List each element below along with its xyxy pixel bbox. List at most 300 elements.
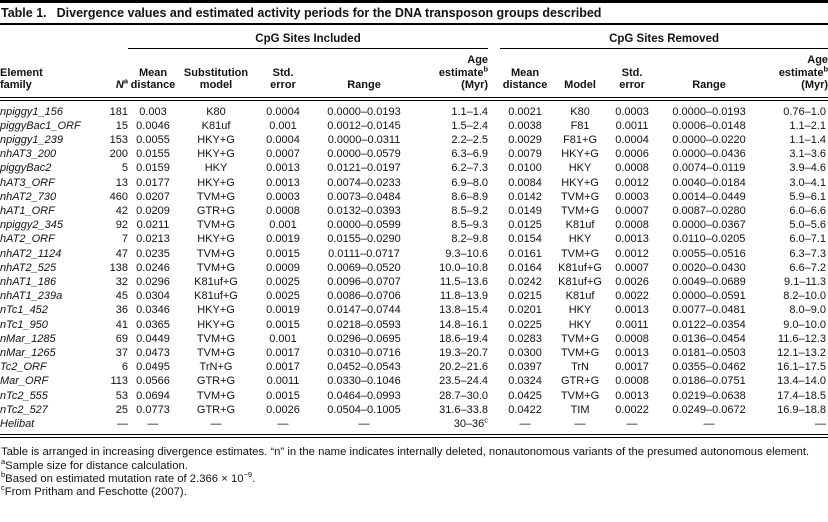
col-header-age-estimate-included: Age estimate$^b$ (Myr) xyxy=(416,49,488,99)
cell-n: 13 xyxy=(115,176,128,189)
cell-model-included: K81uf+G xyxy=(194,275,238,288)
cell-gap xyxy=(488,190,500,204)
cell-std-error-included: 0.0003 xyxy=(266,190,300,203)
cell-age-estimate-included: 11.8–13.9 xyxy=(439,290,489,303)
cell-element-family: nTc2_555 xyxy=(0,389,48,402)
cell-range-removed: 0.0087–0.0280 xyxy=(672,204,746,217)
cell-n: 32 xyxy=(115,275,128,288)
cell-gap xyxy=(488,318,500,332)
cell-model-removed: TVM+G xyxy=(560,346,600,359)
cell-range-included: 0.0096–0.0707 xyxy=(327,275,401,288)
cell-element-family: piggyBac2 xyxy=(0,162,52,175)
cell-mean-distance-included: 0.0246 xyxy=(136,261,170,274)
data-table xyxy=(0,25,828,438)
cell-model-included: TrN+G xyxy=(199,361,233,374)
cell-range-included: 0.0000–0.0311 xyxy=(327,133,401,146)
cell-model-removed: TVM+G xyxy=(560,204,600,217)
cell-mean-distance-removed: 0.0154 xyxy=(508,233,542,246)
cell-std-error-included: 0.0013 xyxy=(266,162,300,175)
col-header-gap xyxy=(488,49,500,99)
table-row xyxy=(0,389,828,403)
cell-model-included: — xyxy=(178,417,254,436)
cell-std-error-removed: 0.0008 xyxy=(615,162,649,175)
cell-mean-distance-included: 0.0177 xyxy=(136,176,170,189)
cell-range-removed: 0.0014–0.0449 xyxy=(672,190,746,203)
cell-mean-distance-removed: 0.0300 xyxy=(508,346,542,359)
cell-model-included: TVM+G xyxy=(196,190,236,203)
cell-gap xyxy=(488,247,500,261)
cell-model-included: K81uf+G xyxy=(194,290,238,303)
cell-age-estimate-included: 28.7–30.0 xyxy=(439,389,489,402)
cell-element-family: hAT3_ORF xyxy=(0,176,55,189)
table-row xyxy=(0,218,828,232)
cell-n: 25 xyxy=(115,403,128,416)
cell-range-included: 0.0330–0.1046 xyxy=(327,375,401,388)
cell-gap xyxy=(488,261,500,275)
cell-mean-distance-included: — xyxy=(128,417,178,436)
cell-mean-distance-removed: 0.0142 xyxy=(508,190,542,203)
cell-element-family: nhAT2_1124 xyxy=(0,247,62,260)
cell-model-removed: F81+G xyxy=(563,133,598,146)
cell-mean-distance-included: 0.003 xyxy=(139,105,167,118)
cell-element-family: Mar_ORF xyxy=(0,375,49,388)
table-row xyxy=(0,417,828,436)
cell-std-error-removed: 0.0008 xyxy=(615,332,649,345)
cell-age-estimate-included: 19.3–20.7 xyxy=(439,346,489,359)
cell-age-estimate-included: 9.3–10.6 xyxy=(445,247,489,260)
cell-model-removed: K81uf xyxy=(565,219,595,232)
cell-age-estimate-removed: 6.0–7.1 xyxy=(789,233,827,246)
cell-range-removed: 0.0136–0.0454 xyxy=(672,332,746,345)
cell-age-estimate-removed: 3.9–4.6 xyxy=(789,162,827,175)
cell-age-estimate-included: 6.3–6.9 xyxy=(451,148,489,161)
cell-mean-distance-removed: 0.0324 xyxy=(508,375,542,388)
cell-mean-distance-included: 0.0449 xyxy=(136,332,170,345)
table-body xyxy=(0,99,828,437)
cell-age-estimate-removed: 13.4–14.0 xyxy=(777,375,827,388)
cell-range-included: 0.0147–0.0744 xyxy=(327,304,401,317)
cell-std-error-included: 0.0004 xyxy=(266,133,300,146)
cell-age-estimate-removed: 5.9–6.1 xyxy=(789,190,827,203)
table-row xyxy=(0,303,828,317)
cell-element-family: npiggy1_239 xyxy=(0,133,64,146)
cell-range-included: 0.0111–0.0717 xyxy=(328,247,400,260)
cell-age-estimate-removed: 16.1–17.5 xyxy=(777,361,827,374)
footnote xyxy=(0,456,828,473)
cell-n: 37 xyxy=(115,346,128,359)
cell-model-removed: HKY xyxy=(568,233,592,246)
cell-n: 181 xyxy=(109,105,128,118)
cell-mean-distance-included: 0.0304 xyxy=(136,290,170,303)
cell-element-family: nhAT2_730 xyxy=(0,190,57,203)
cell-age-estimate-removed: 3.1–3.6 xyxy=(789,148,827,161)
cell-mean-distance-included: 0.0207 xyxy=(136,190,170,203)
col-header-mean-distance-included: Mean distance xyxy=(128,49,178,99)
cell-gap xyxy=(488,275,500,289)
table-row xyxy=(0,161,828,175)
group-gap xyxy=(488,25,500,49)
footnote-marker: −9 xyxy=(243,470,253,480)
cell-age-estimate-included: 1.1–1.4 xyxy=(451,105,489,118)
cell-range-included: 0.0218–0.0593 xyxy=(327,318,401,331)
cell-range-included: 0.0121–0.0197 xyxy=(327,162,401,175)
cell-model-included: K81uf xyxy=(201,119,231,132)
cell-gap xyxy=(488,119,500,133)
cell-element-family: hAT2_ORF xyxy=(0,233,55,246)
cell-range-removed: 0.0000–0.0193 xyxy=(672,105,746,118)
cell-std-error-removed: 0.0012 xyxy=(615,247,649,260)
column-header-row xyxy=(0,49,828,99)
footnote-text: From Pritham and Feschotte (2007). xyxy=(4,486,187,499)
cell-model-removed: TIM xyxy=(570,403,590,416)
cell-model-removed: K81uf xyxy=(565,290,595,303)
table-number: Table 1. xyxy=(1,6,47,20)
cell-gap xyxy=(488,389,500,403)
cell-age-estimate-included: 20.2–21.6 xyxy=(439,361,489,374)
cell-std-error-removed: 0.0022 xyxy=(615,403,649,416)
cell-mean-distance-included: 0.0209 xyxy=(136,204,170,217)
footnote-text: . xyxy=(252,472,256,485)
cell-model-removed: K80 xyxy=(570,105,590,118)
footnote-marker: a xyxy=(1,456,6,466)
cell-range-included: — xyxy=(312,417,416,436)
cell-age-estimate-included: 18.6–19.4 xyxy=(439,332,489,345)
cell-range-included: 0.0073–0.0484 xyxy=(327,190,401,203)
cell-std-error-included: 0.0011 xyxy=(266,375,300,388)
cell-model-removed: TVM+G xyxy=(560,332,600,345)
table-row xyxy=(0,318,828,332)
cell-age-estimate-included: 1.5–2.4 xyxy=(451,119,489,132)
cell-model-included: TVM+G xyxy=(196,261,236,274)
cell-model-included: TVM+G xyxy=(196,247,236,260)
cell-element-family: nMar_1265 xyxy=(0,346,56,359)
cell-element-family: nhAT3_200 xyxy=(0,148,57,161)
cell-std-error-removed: 0.0007 xyxy=(615,261,649,274)
cell-std-error-included: 0.0017 xyxy=(266,361,300,374)
cell-mean-distance-removed: 0.0084 xyxy=(508,176,542,189)
cell-std-error-included: 0.0015 xyxy=(266,247,300,260)
cell-model-removed: HKY+G xyxy=(561,176,599,189)
cell-gap xyxy=(488,232,500,246)
group-label-removed: CpG Sites Removed xyxy=(500,33,828,49)
table-row xyxy=(0,289,828,303)
footnote xyxy=(0,446,828,459)
cell-range-included: 0.0155–0.0290 xyxy=(327,233,401,246)
cell-gap xyxy=(488,133,500,147)
group-header-row xyxy=(0,25,828,49)
cell-age-estimate-removed: 0.76–1.0 xyxy=(783,105,827,118)
footnote-marker: c xyxy=(1,483,5,493)
cell-n: 45 xyxy=(115,290,128,303)
cell-element-family: nTc1_950 xyxy=(0,318,48,331)
cell-element-family: npiggy2_345 xyxy=(0,219,64,232)
cell-mean-distance-included: 0.0055 xyxy=(136,133,170,146)
cell-element-family: npiggy1_156 xyxy=(0,105,64,118)
cell-mean-distance-included: 0.0566 xyxy=(136,375,170,388)
cell-range-included: 0.0074–0.0233 xyxy=(327,176,401,189)
cell-model-included: HKY+G xyxy=(197,304,235,317)
col-header-substitution-model: Substitution model xyxy=(178,49,254,99)
cell-std-error-included: 0.001 xyxy=(269,332,297,345)
cell-gap xyxy=(488,161,500,175)
cell-mean-distance-included: 0.0694 xyxy=(136,389,170,402)
cell-n: 7 xyxy=(121,233,128,246)
cell-std-error-removed: 0.0006 xyxy=(615,148,649,161)
cell-model-removed: — xyxy=(550,417,610,436)
cell-std-error-included: 0.0009 xyxy=(266,261,300,274)
footnote xyxy=(0,483,828,499)
group-header-cpg-removed xyxy=(500,25,828,49)
cell-n: 42 xyxy=(115,204,128,217)
cell-model-included: TVM+G xyxy=(196,346,236,359)
cell-model-removed: HKY xyxy=(568,304,592,317)
cell-range-included: 0.0012–0.0145 xyxy=(327,119,401,132)
cell-std-error-included: 0.0019 xyxy=(266,233,300,246)
footnote-text: Table is arranged in increasing divergence estimates. “n” in the name indicates internally deleted, nonautonomous variants of the presumed autonomous element. xyxy=(1,446,810,459)
cell-model-included: GTR+G xyxy=(196,204,236,217)
cell-mean-distance-included: 0.0346 xyxy=(136,304,170,317)
cell-age-estimate-included: 30–36$^c$ xyxy=(416,417,488,436)
cell-model-included: K80 xyxy=(206,105,226,118)
table-row xyxy=(0,176,828,190)
cell-std-error-included: 0.0025 xyxy=(266,290,300,303)
cell-element-family: nhAT1_186 xyxy=(0,275,57,288)
cell-element-family: nTc1_452 xyxy=(0,304,48,317)
cell-age-estimate-removed: 17.4–18.5 xyxy=(777,389,827,402)
cell-range-included: 0.0310–0.0716 xyxy=(327,346,401,359)
cell-mean-distance-included: 0.0296 xyxy=(136,275,170,288)
cell-range-included: 0.0000–0.0193 xyxy=(327,105,401,118)
cell-mean-distance-removed: 0.0161 xyxy=(508,247,542,260)
table-row xyxy=(0,247,828,261)
cell-range-included: 0.0504–0.1005 xyxy=(327,403,401,416)
cell-range-included: 0.0452–0.0543 xyxy=(327,361,401,374)
cell-std-error-removed: 0.0011 xyxy=(615,318,649,331)
cell-element-family: Tc2_ORF xyxy=(0,361,47,374)
table-row xyxy=(0,275,828,289)
cell-n: 41 xyxy=(115,318,128,331)
cell-mean-distance-removed: 0.0425 xyxy=(508,389,542,402)
cell-std-error-removed: 0.0008 xyxy=(615,375,649,388)
cell-age-estimate-removed: 6.0–6.6 xyxy=(789,204,827,217)
cell-model-removed: TrN xyxy=(571,361,589,374)
cell-age-estimate-removed: 11.6–12.3 xyxy=(777,332,827,345)
cell-range-removed: 0.0122–0.0354 xyxy=(672,318,746,331)
cell-gap xyxy=(488,289,500,303)
cell-gap xyxy=(488,417,500,436)
cell-std-error-removed: 0.0012 xyxy=(615,176,649,189)
cell-model-included: GTR+G xyxy=(196,403,236,416)
cell-mean-distance-included: 0.0046 xyxy=(136,119,170,132)
cell-std-error-included: 0.0007 xyxy=(266,148,300,161)
cell-mean-distance-removed: 0.0283 xyxy=(508,332,542,345)
cell-mean-distance-included: 0.0159 xyxy=(136,162,170,175)
table-row xyxy=(0,261,828,275)
cell-age-estimate-removed: 9.0–10.0 xyxy=(783,318,827,331)
col-header-range-removed: Range xyxy=(654,49,764,99)
cell-std-error-removed: 0.0017 xyxy=(615,361,649,374)
col-header-mean-distance-removed: Mean distance xyxy=(500,49,550,99)
cell-n: 53 xyxy=(115,389,128,402)
cell-mean-distance-included: 0.0495 xyxy=(136,361,170,374)
cell-element-family: nTc2_527 xyxy=(0,403,48,416)
cell-model-included: GTR+G xyxy=(196,375,236,388)
cell-age-estimate-included: 31.6–33.8 xyxy=(439,403,489,416)
cell-mean-distance-included: 0.0155 xyxy=(136,148,170,161)
cell-std-error-included: 0.0025 xyxy=(266,275,300,288)
cell-element-family: Helibat xyxy=(0,417,102,436)
cell-std-error-removed: 0.0013 xyxy=(615,389,649,402)
cell-age-estimate-included: 8.5–9.2 xyxy=(451,204,489,217)
cell-mean-distance-removed: 0.0125 xyxy=(508,219,542,232)
cell-range-included: 0.0086–0.0706 xyxy=(327,290,401,303)
cell-age-estimate-removed: 8.2–10.0 xyxy=(783,290,827,303)
cell-range-removed: 0.0000–0.0591 xyxy=(672,290,746,303)
footnotes xyxy=(0,438,828,500)
cell-range-removed: 0.0186–0.0751 xyxy=(672,375,746,388)
table-row xyxy=(0,190,828,204)
cell-age-estimate-included: 23.5–24.4 xyxy=(439,375,489,388)
cell-element-family: nMar_1285 xyxy=(0,332,56,345)
cell-age-estimate-included: 2.2–2.5 xyxy=(451,133,489,146)
cell-mean-distance-removed: 0.0038 xyxy=(508,119,542,132)
cell-std-error-included: 0.001 xyxy=(269,119,297,132)
cell-model-removed: HKY xyxy=(568,318,592,331)
cell-range-removed: 0.0110–0.0205 xyxy=(672,233,746,246)
cell-mean-distance-included: 0.0473 xyxy=(136,346,170,359)
footnote-text: Sample size for distance calculation. xyxy=(5,459,188,472)
cell-mean-distance-included: 0.0213 xyxy=(136,233,170,246)
cell-model-removed: TVM+G xyxy=(560,389,600,402)
table-row xyxy=(0,332,828,346)
cell-range-included: 0.0000–0.0599 xyxy=(327,219,401,232)
cell-age-estimate-removed: 3.0–4.1 xyxy=(789,176,827,189)
table-title: Divergence values and estimated activity periods for the DNA transposon groups described xyxy=(56,6,602,20)
cell-element-family: hAT1_ORF xyxy=(0,204,55,217)
cell-range-removed: 0.0055–0.0516 xyxy=(672,247,746,260)
cell-n: 200 xyxy=(109,148,128,161)
cell-n: 69 xyxy=(115,332,128,345)
cell-gap xyxy=(488,374,500,388)
footnote-text: Based on estimated mutation rate of 2.366 × 10 xyxy=(5,472,244,485)
cell-element-family: nhAT1_239a xyxy=(0,290,63,303)
cell-range-removed: 0.0181–0.0503 xyxy=(672,346,746,359)
cell-mean-distance-removed: 0.0021 xyxy=(508,105,542,118)
cell-element-family: piggyBac1_ORF xyxy=(0,119,81,132)
col-header-range-included: Range xyxy=(312,49,416,99)
cell-range-removed: 0.0000–0.0367 xyxy=(672,219,746,232)
cell-mean-distance-removed: 0.0029 xyxy=(508,133,542,146)
cell-mean-distance-removed: 0.0225 xyxy=(508,318,542,331)
cell-std-error-removed: 0.0022 xyxy=(615,290,649,303)
cell-range-included: 0.0000–0.0579 xyxy=(327,148,401,161)
cell-std-error-included: 0.0019 xyxy=(266,304,300,317)
cell-age-estimate-removed: 6.3–7.3 xyxy=(789,247,827,260)
cell-n: 92 xyxy=(115,219,128,232)
cell-n: 47 xyxy=(115,247,128,260)
cell-mean-distance-removed: 0.0100 xyxy=(508,162,542,175)
cell-range-included: 0.0069–0.0520 xyxy=(327,261,401,274)
cell-n: 5 xyxy=(121,162,128,175)
table-caption xyxy=(0,0,828,25)
cell-range-removed: — xyxy=(654,417,764,436)
cell-age-estimate-included: 13.8–15.4 xyxy=(439,304,489,317)
table-row xyxy=(0,119,828,133)
table-row xyxy=(0,346,828,360)
cell-std-error-removed: 0.0013 xyxy=(615,346,649,359)
cell-mean-distance-removed: 0.0215 xyxy=(508,290,542,303)
table-row xyxy=(0,99,828,119)
cell-n: — xyxy=(102,417,128,436)
col-header-model-removed: Model xyxy=(550,49,610,99)
cell-range-removed: 0.0006–0.0148 xyxy=(672,119,746,132)
cell-mean-distance-removed: 0.0079 xyxy=(508,148,542,161)
cell-age-estimate-included: 8.5–9.3 xyxy=(451,219,489,232)
group-label-included: CpG Sites Included xyxy=(128,33,488,49)
cell-model-removed: HKY xyxy=(568,162,592,175)
cell-model-removed: GTR+G xyxy=(560,375,600,388)
table-row xyxy=(0,360,828,374)
cell-mean-distance-removed: — xyxy=(500,417,550,436)
group-spacer-left xyxy=(0,25,128,49)
cell-age-estimate-removed: 12.1–13.2 xyxy=(777,346,827,359)
cell-age-estimate-included: 6.9–8.0 xyxy=(451,176,489,189)
cell-std-error-removed: 0.0013 xyxy=(615,304,649,317)
cell-age-estimate-included: 14.8–16.1 xyxy=(439,318,489,331)
cell-mean-distance-included: 0.0773 xyxy=(136,403,170,416)
cell-mean-distance-included: 0.0235 xyxy=(136,247,170,260)
cell-gap xyxy=(488,346,500,360)
cell-gap xyxy=(488,99,500,119)
cell-age-estimate-removed: — xyxy=(764,417,828,436)
cell-range-removed: 0.0000–0.0436 xyxy=(672,148,746,161)
cell-model-included: TVM+G xyxy=(196,389,236,402)
col-header-age-estimate-removed: Age estimate$^b$ (Myr) xyxy=(764,49,828,99)
cell-age-estimate-removed: 9.1–11.3 xyxy=(784,275,827,288)
cell-age-estimate-included: 8.6–8.9 xyxy=(451,190,489,203)
cell-n: 153 xyxy=(109,133,128,146)
cell-gap xyxy=(488,360,500,374)
cell-range-removed: 0.0040–0.0184 xyxy=(672,176,746,189)
cell-std-error-removed: 0.0026 xyxy=(615,275,649,288)
cell-model-included: HKY+G xyxy=(197,318,235,331)
cell-range-included: 0.0296–0.0695 xyxy=(327,332,401,345)
cell-gap xyxy=(488,403,500,417)
cell-range-removed: 0.0355–0.0462 xyxy=(672,361,746,374)
cell-range-removed: 0.0049–0.0689 xyxy=(672,275,746,288)
cell-std-error-removed: 0.0013 xyxy=(615,233,649,246)
cell-gap xyxy=(488,204,500,218)
cell-gap xyxy=(488,147,500,161)
cell-gap xyxy=(488,176,500,190)
group-header-cpg-included xyxy=(128,25,488,49)
cell-range-removed: 0.0074–0.0119 xyxy=(672,162,746,175)
cell-n: 460 xyxy=(109,190,128,203)
cell-mean-distance-included: 0.0365 xyxy=(136,318,170,331)
cell-gap xyxy=(488,303,500,317)
cell-age-estimate-removed: 1.1–1.4 xyxy=(789,133,827,146)
cell-std-error-included: 0.001 xyxy=(269,219,297,232)
cell-age-estimate-removed: 5.0–5.6 xyxy=(789,219,827,232)
table-row xyxy=(0,147,828,161)
table-row xyxy=(0,133,828,147)
cell-mean-distance-included: 0.0211 xyxy=(136,219,170,232)
cell-std-error-included: — xyxy=(254,417,312,436)
cell-model-removed: K81uf+G xyxy=(558,261,602,274)
cell-std-error-removed: 0.0003 xyxy=(615,105,649,118)
cell-std-error-included: 0.0008 xyxy=(266,204,300,217)
cell-model-included: HKY+G xyxy=(197,148,235,161)
